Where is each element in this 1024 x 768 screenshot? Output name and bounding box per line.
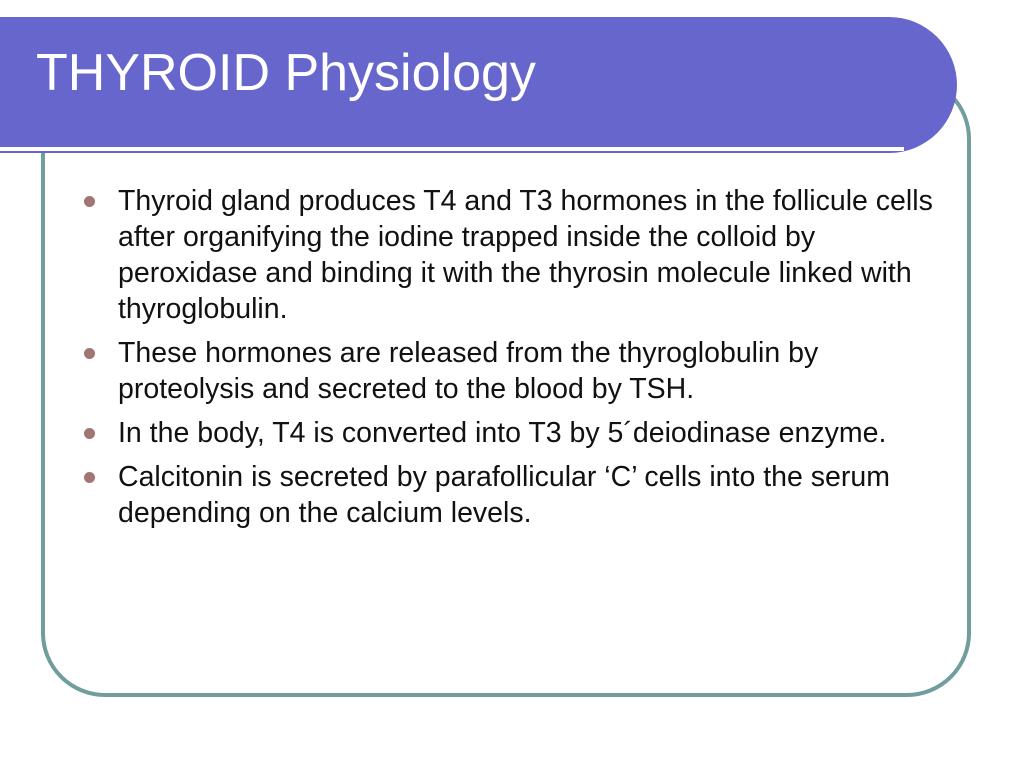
bullet-text: Calcitonin is secreted by parafollicular ‘C’ cells into the serum depending on the calcium levels.	[118, 461, 890, 529]
bullet-item	[82, 335, 952, 407]
bullet-icon	[84, 472, 95, 483]
bullet-item	[82, 183, 952, 327]
bullet-text: These hormones are released from the thyroglobulin by proteolysis and secreted to the blood by TSH.	[118, 337, 819, 405]
bullet-icon	[84, 428, 95, 439]
slide-title: THYROID Physiology	[36, 44, 536, 102]
bullet-text: Thyroid gland produces T4 and T3 hormones in the follicule cells after organifying the iodine trapped inside the colloid by peroxidase and binding it with the thyrosin molecule linked with thyroglobulin.	[118, 185, 933, 325]
bullet-icon	[84, 196, 95, 207]
title-underline	[0, 147, 904, 151]
bullet-item	[82, 415, 952, 451]
bullet-text: In the body, T4 is converted into T3 by 5´deiodinase enzyme.	[118, 417, 887, 449]
bullet-icon	[84, 348, 95, 359]
bullet-list	[82, 183, 952, 539]
bullet-item	[82, 459, 952, 531]
